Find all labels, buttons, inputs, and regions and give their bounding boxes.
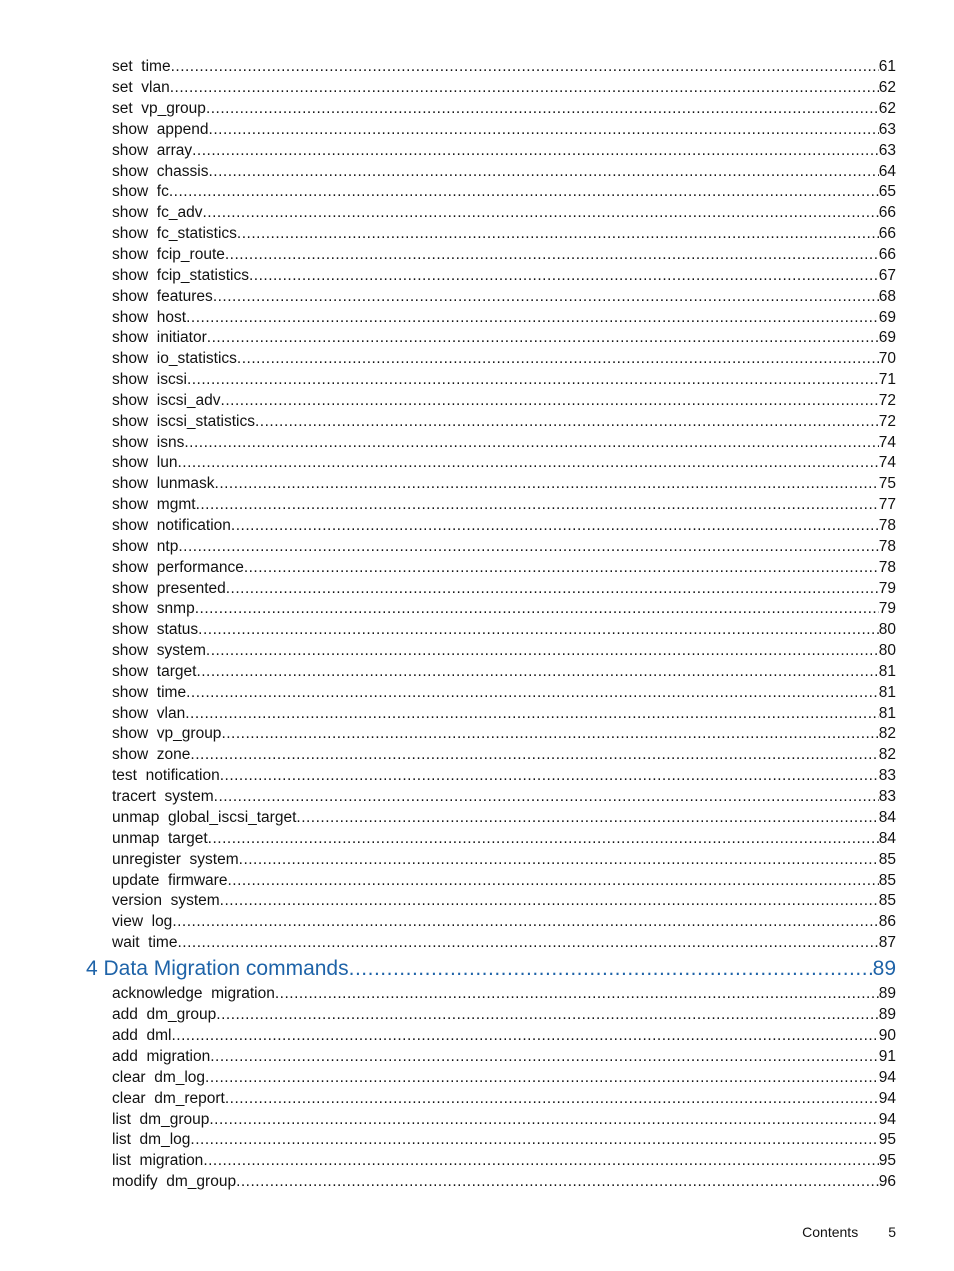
toc-entry[interactable] xyxy=(112,661,896,682)
toc-entry-page: 81 xyxy=(878,705,896,722)
toc-entry-page: 79 xyxy=(878,600,896,617)
toc-entry-title: list migration xyxy=(112,1152,204,1169)
toc-entry[interactable] xyxy=(112,1171,896,1192)
toc-leader-dots xyxy=(209,1109,878,1130)
toc-leader-dots xyxy=(185,703,879,724)
toc-entry-page: 65 xyxy=(878,183,896,200)
toc-leader-dots xyxy=(215,473,879,494)
toc-leader-dots xyxy=(231,515,879,536)
toc-entry-page: 72 xyxy=(878,392,896,409)
toc-leader-dots xyxy=(296,807,878,828)
toc-chapter-page: 89 xyxy=(872,957,896,980)
toc-entry[interactable] xyxy=(112,828,896,849)
toc-entry-page: 89 xyxy=(878,1006,896,1023)
toc-entry-title: clear dm_log xyxy=(112,1069,206,1086)
toc-entry-page: 66 xyxy=(878,225,896,242)
toc-entry[interactable] xyxy=(112,286,896,307)
toc-entry[interactable] xyxy=(112,452,896,473)
toc-entry[interactable] xyxy=(112,327,896,348)
toc-leader-dots xyxy=(225,1088,879,1109)
toc-entry-page: 82 xyxy=(878,746,896,763)
toc-entry-page: 72 xyxy=(878,413,896,430)
toc-entry-page: 78 xyxy=(878,559,896,576)
toc-leader-dots xyxy=(249,265,879,286)
toc-entry-page: 81 xyxy=(878,663,896,680)
toc-leader-dots xyxy=(186,307,879,328)
toc-entry-title: set time xyxy=(112,58,171,75)
toc-entry[interactable] xyxy=(112,161,896,182)
toc-entry[interactable] xyxy=(112,494,896,515)
toc-entry-title: add dm_group xyxy=(112,1006,217,1023)
toc-entry-page: 94 xyxy=(878,1090,896,1107)
toc-leader-dots xyxy=(171,1025,878,1046)
toc-leader-dots xyxy=(220,765,879,786)
toc-entry-title: show vp_group xyxy=(112,725,222,742)
toc-entry-title: show time xyxy=(112,684,187,701)
toc-entry-title: show lunmask xyxy=(112,475,215,492)
toc-leader-dots xyxy=(226,578,879,599)
toc-chapter-title: 4 Data Migration commands xyxy=(86,957,349,980)
toc-entry-page: 84 xyxy=(878,830,896,847)
toc-entry-title: show fc xyxy=(112,183,169,200)
toc-entry[interactable] xyxy=(112,932,896,953)
toc-leader-dots xyxy=(208,161,878,182)
toc-entry[interactable] xyxy=(112,77,896,98)
toc-leader-dots xyxy=(237,348,879,369)
toc-entry[interactable] xyxy=(112,536,896,557)
toc-entry[interactable] xyxy=(112,682,896,703)
toc-entry-page: 63 xyxy=(878,142,896,159)
toc-entry-title: show iscsi_adv xyxy=(112,392,221,409)
toc-entry[interactable] xyxy=(112,598,896,619)
toc-entry-title: update firmware xyxy=(112,872,228,889)
toc-entry[interactable] xyxy=(112,723,896,744)
toc-leader-dots xyxy=(184,432,878,453)
toc-entry-title: set vlan xyxy=(112,79,170,96)
toc-leader-dots xyxy=(169,181,879,202)
toc-entry-title: show notification xyxy=(112,517,231,534)
toc-entry-title: show fc_adv xyxy=(112,204,203,221)
toc-entry-page: 95 xyxy=(878,1131,896,1148)
toc-entry-page: 87 xyxy=(878,934,896,951)
toc-entry[interactable] xyxy=(112,1150,896,1171)
toc-entry-title: show array xyxy=(112,142,193,159)
toc-entry[interactable] xyxy=(112,202,896,223)
toc-entry-page: 80 xyxy=(878,642,896,659)
toc-entry-page: 74 xyxy=(878,434,896,451)
toc-entry-title: show performance xyxy=(112,559,244,576)
toc-leader-dots xyxy=(210,1046,879,1067)
toc-entry-title: acknowledge migration xyxy=(112,985,275,1002)
toc-entry-page: 80 xyxy=(878,621,896,638)
toc-entry[interactable] xyxy=(112,640,896,661)
toc-entry-page: 70 xyxy=(878,350,896,367)
toc-entry[interactable] xyxy=(112,119,896,140)
toc-leader-dots xyxy=(203,1150,878,1171)
toc-leader-dots xyxy=(207,327,879,348)
toc-entry-page: 85 xyxy=(878,851,896,868)
toc-leader-dots xyxy=(206,98,879,119)
toc-entry-page: 94 xyxy=(878,1111,896,1128)
toc-entry[interactable] xyxy=(112,390,896,411)
toc-entry-title: show append xyxy=(112,121,209,138)
toc-entry-title: show io_statistics xyxy=(112,350,237,367)
toc-leader-dots xyxy=(171,56,879,77)
toc-leader-dots xyxy=(187,369,879,390)
toc-entry-title: add migration xyxy=(112,1048,211,1065)
toc-entry-title: show snmp xyxy=(112,600,195,617)
toc-entry[interactable] xyxy=(112,432,896,453)
toc-entry[interactable] xyxy=(112,890,896,911)
toc-entry[interactable] xyxy=(112,744,896,765)
toc-leader-dots xyxy=(236,1171,879,1192)
toc-leader-dots xyxy=(205,1067,879,1088)
toc-leader-dots xyxy=(196,661,878,682)
toc-entry[interactable] xyxy=(112,265,896,286)
toc-entry-title: show lun xyxy=(112,454,178,471)
toc-entry-page: 95 xyxy=(878,1152,896,1169)
toc-leader-dots xyxy=(178,536,878,557)
footer-page-number: 5 xyxy=(888,1224,896,1240)
toc-entry-title: unmap target xyxy=(112,830,208,847)
toc-leader-dots xyxy=(209,119,879,140)
toc-entry-title: test notification xyxy=(112,767,220,784)
toc-entry-title: list dm_log xyxy=(112,1131,191,1148)
toc-entry-page: 74 xyxy=(878,454,896,471)
toc-leader-dots xyxy=(214,786,879,807)
toc-entry[interactable] xyxy=(112,911,896,932)
toc-entry[interactable] xyxy=(112,223,896,244)
toc-leader-dots xyxy=(227,870,878,891)
toc-entry-title: show system xyxy=(112,642,206,659)
toc-entry-page: 81 xyxy=(878,684,896,701)
toc-entry-title: show chassis xyxy=(112,163,209,180)
toc-entry-title: show mgmt xyxy=(112,496,196,513)
toc-entry[interactable] xyxy=(112,515,896,536)
toc-entry-page: 96 xyxy=(878,1173,896,1190)
toc-leader-dots xyxy=(213,286,879,307)
toc-entry-title: show zone xyxy=(112,746,191,763)
toc-entry-page: 82 xyxy=(878,725,896,742)
toc-entry-page: 66 xyxy=(878,246,896,263)
toc-entry-title: modify dm_group xyxy=(112,1173,237,1190)
toc-entry-page: 83 xyxy=(878,767,896,784)
toc-leader-dots xyxy=(190,744,878,765)
toc-leader-dots xyxy=(202,202,878,223)
toc-leader-dots xyxy=(195,598,879,619)
toc-entry-page: 63 xyxy=(878,121,896,138)
toc-entry-page: 69 xyxy=(878,329,896,346)
toc-leader-dots xyxy=(216,1004,878,1025)
toc-leader-dots xyxy=(196,494,879,515)
toc-entry[interactable] xyxy=(112,578,896,599)
toc-entry[interactable] xyxy=(112,557,896,578)
toc-entry-page: 85 xyxy=(878,872,896,889)
toc-entry-page: 77 xyxy=(878,496,896,513)
toc-entry-page: 68 xyxy=(878,288,896,305)
toc-leader-dots xyxy=(206,640,879,661)
toc-entry-title: show ntp xyxy=(112,538,179,555)
toc-leader-dots xyxy=(170,77,879,98)
footer-section-label: Contents xyxy=(802,1224,859,1240)
toc-entry-page: 78 xyxy=(878,517,896,534)
toc-leader-dots xyxy=(220,890,879,911)
toc-leader-dots xyxy=(244,557,879,578)
toc-entry[interactable] xyxy=(112,1004,896,1025)
toc-entry-title: show fcip_route xyxy=(112,246,225,263)
toc-leader-dots xyxy=(177,932,878,953)
toc-entry-title: show host xyxy=(112,309,187,326)
toc-entry[interactable] xyxy=(112,786,896,807)
toc-entry-title: view log xyxy=(112,913,173,930)
toc-entry[interactable] xyxy=(112,1067,896,1088)
toc-entry[interactable] xyxy=(112,140,896,161)
toc-entry-page: 83 xyxy=(878,788,896,805)
toc-entry[interactable] xyxy=(112,181,896,202)
toc-entry-title: set vp_group xyxy=(112,100,206,117)
toc-entry-title: version system xyxy=(112,892,220,909)
toc-entry-title: show initiator xyxy=(112,329,207,346)
toc-entry[interactable] xyxy=(112,369,896,390)
toc-leader-dots xyxy=(349,954,873,984)
toc-entry[interactable] xyxy=(112,98,896,119)
toc-entry[interactable] xyxy=(112,849,896,870)
toc-entry[interactable] xyxy=(112,56,896,77)
toc-leader-dots xyxy=(237,223,879,244)
toc-entry-title: wait time xyxy=(112,934,178,951)
toc-entry-page: 64 xyxy=(878,163,896,180)
toc-entry-title: add dml xyxy=(112,1027,172,1044)
toc-entry-title: show vlan xyxy=(112,705,186,722)
toc-entry-page: 85 xyxy=(878,892,896,909)
toc-entry-page: 86 xyxy=(878,913,896,930)
toc-entry[interactable] xyxy=(112,1046,896,1067)
toc-leader-dots xyxy=(275,983,879,1004)
toc-chapter-heading[interactable] xyxy=(86,954,896,984)
toc-entry[interactable] xyxy=(112,619,896,640)
toc-entry-page: 62 xyxy=(878,79,896,96)
toc-leader-dots xyxy=(198,619,879,640)
toc-entry[interactable] xyxy=(112,1025,896,1046)
toc-entry-title: show target xyxy=(112,663,197,680)
toc-entry-page: 67 xyxy=(878,267,896,284)
toc-entry-title: show fcip_statistics xyxy=(112,267,249,284)
toc-entry[interactable] xyxy=(112,244,896,265)
toc-entry[interactable] xyxy=(112,703,896,724)
toc-entry[interactable] xyxy=(112,473,896,494)
toc-entry-page: 71 xyxy=(878,371,896,388)
toc-entry-title: show isns xyxy=(112,434,185,451)
toc-entry-page: 79 xyxy=(878,580,896,597)
toc-entry-title: show features xyxy=(112,288,213,305)
toc-entry[interactable] xyxy=(112,765,896,786)
toc-leader-dots xyxy=(221,723,878,744)
toc-entry-title: unregister system xyxy=(112,851,239,868)
toc-entry[interactable] xyxy=(112,411,896,432)
toc-entry[interactable] xyxy=(112,870,896,891)
toc-entry-title: show status xyxy=(112,621,199,638)
toc-entry[interactable] xyxy=(112,1109,896,1130)
toc-entry-page: 84 xyxy=(878,809,896,826)
toc-entry-title: show iscsi xyxy=(112,371,187,388)
toc-leader-dots xyxy=(177,452,878,473)
toc-entry[interactable] xyxy=(112,807,896,828)
toc-entry-page: 89 xyxy=(878,985,896,1002)
toc-entry-title: clear dm_report xyxy=(112,1090,225,1107)
toc-leader-dots xyxy=(186,682,879,703)
toc-leader-dots xyxy=(239,849,879,870)
toc-entry-page: 94 xyxy=(878,1069,896,1086)
toc-entry-title: show presented xyxy=(112,580,226,597)
toc-entry-title: tracert system xyxy=(112,788,214,805)
toc-entry-title: show iscsi_statistics xyxy=(112,413,255,430)
toc-entry-page: 90 xyxy=(878,1027,896,1044)
toc-entry-page: 75 xyxy=(878,475,896,492)
toc-entry[interactable] xyxy=(112,1129,896,1150)
toc-entry-page: 61 xyxy=(878,58,896,75)
toc-entry-page: 78 xyxy=(878,538,896,555)
toc-entry-page: 69 xyxy=(878,309,896,326)
toc-entry[interactable] xyxy=(112,348,896,369)
toc-entry[interactable] xyxy=(112,983,896,1004)
toc-entry[interactable] xyxy=(112,1088,896,1109)
toc-entry-title: show fc_statistics xyxy=(112,225,237,242)
toc-leader-dots xyxy=(225,244,879,265)
toc-entry-page: 66 xyxy=(878,204,896,221)
toc-leader-dots xyxy=(172,911,878,932)
toc-leader-dots xyxy=(190,1129,878,1150)
toc-entry-title: unmap global_iscsi_target xyxy=(112,809,297,826)
toc-entry[interactable] xyxy=(112,307,896,328)
toc-entry-page: 91 xyxy=(878,1048,896,1065)
toc-leader-dots xyxy=(255,411,879,432)
toc-leader-dots xyxy=(221,390,879,411)
toc-entry-page: 62 xyxy=(878,100,896,117)
toc-leader-dots xyxy=(208,828,879,849)
toc-leader-dots xyxy=(192,140,879,161)
toc-entry-title: list dm_group xyxy=(112,1111,210,1128)
page-footer xyxy=(802,1222,896,1242)
